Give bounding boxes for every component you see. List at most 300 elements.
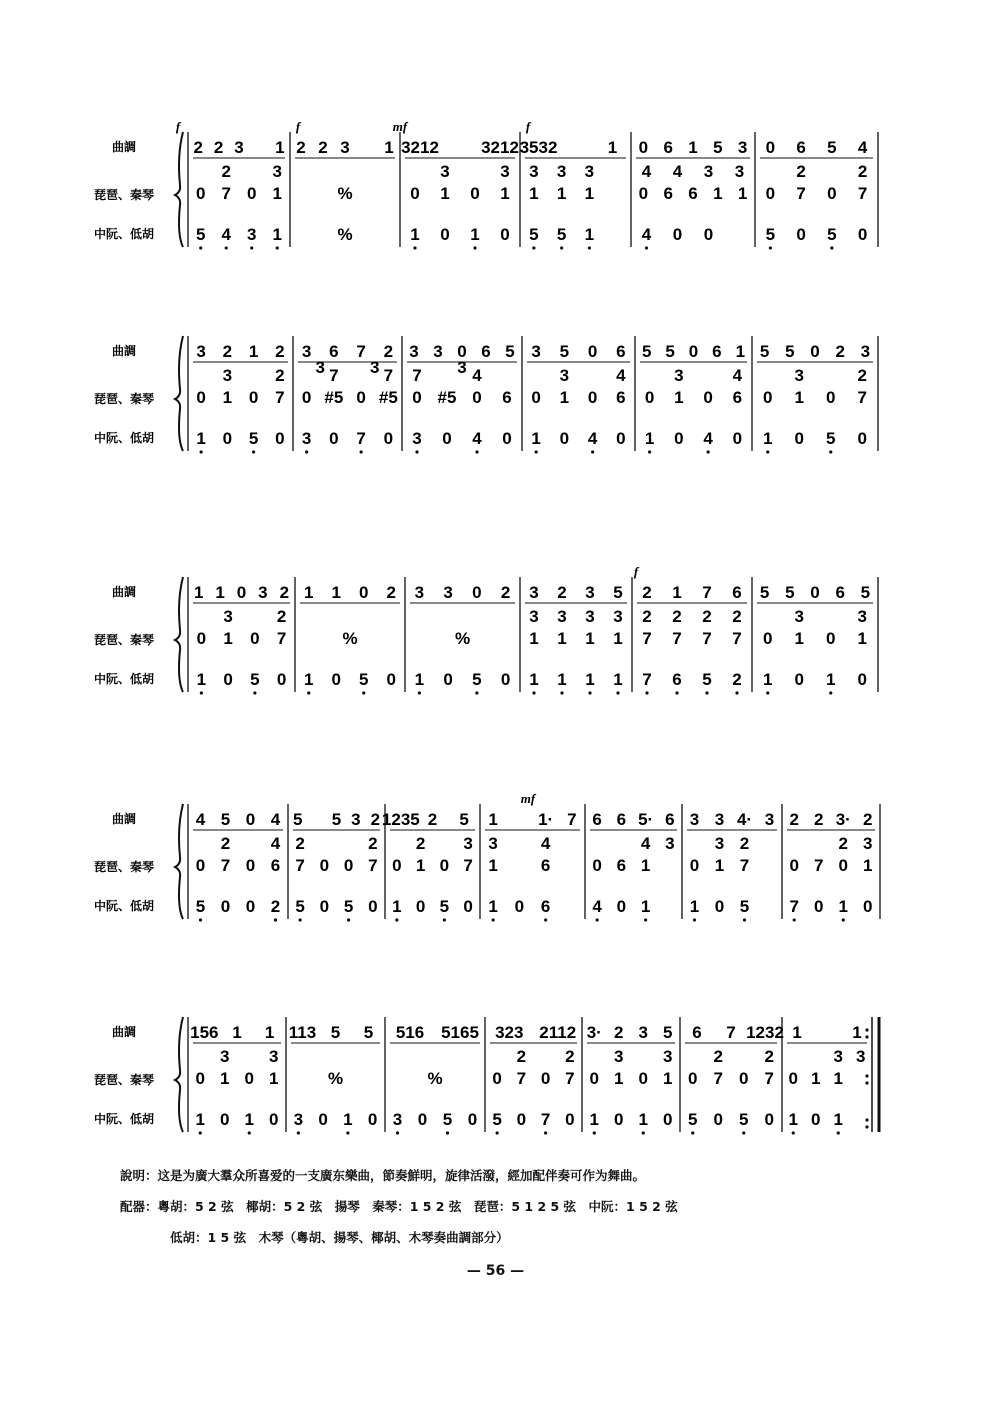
melody-note: 5	[331, 810, 342, 829]
melody-note: 5	[559, 342, 570, 361]
melody-note: 3·	[835, 810, 851, 829]
melody-note: 113	[288, 1023, 317, 1042]
bass-note: 0	[329, 429, 339, 448]
repeat-measure-sign: %	[427, 1069, 443, 1088]
melody-note: 2	[427, 810, 438, 829]
pipa-note-upper: 3	[272, 162, 282, 181]
bass-note: 5	[688, 1110, 698, 1129]
octave-dot	[766, 691, 769, 694]
bass-note: 7	[642, 670, 652, 689]
pipa-note: 6	[688, 184, 698, 203]
melody-note: 6	[616, 810, 627, 829]
melody-note: 1	[264, 1023, 275, 1042]
bass-note: 5	[827, 225, 837, 244]
melody-note: 0	[688, 342, 699, 361]
bass-note: 0	[220, 1110, 230, 1129]
bass-note: 0	[415, 897, 426, 916]
melody-note: 3	[409, 342, 419, 361]
melody-note: 1	[607, 138, 618, 157]
bass-note: 0	[674, 429, 684, 448]
bass-note: 0	[796, 225, 806, 244]
bass-note: 1	[343, 1110, 353, 1129]
pipa-note: 7	[565, 1069, 575, 1088]
bass-note: 5	[702, 670, 712, 689]
melody-note: 0	[765, 138, 776, 157]
octave-dot	[616, 691, 619, 694]
octave-dot	[735, 691, 738, 694]
pipa-note: 6	[732, 388, 743, 407]
bass-note: 1	[584, 225, 595, 244]
octave-dot	[199, 918, 202, 921]
melody-note: 2	[557, 583, 567, 602]
repeat-measure-sign: %	[327, 1069, 344, 1088]
pipa-note-upper: 3	[220, 1047, 230, 1066]
bass-note: 1	[272, 225, 282, 244]
melody-note: 6	[592, 810, 602, 829]
pipa-part-label: 琵琶、秦琴	[93, 860, 155, 874]
pipa-note-upper: 3	[703, 162, 714, 181]
pipa-note-upper: 3	[863, 834, 873, 853]
pipa-note: 0	[789, 856, 799, 875]
bass-note: 6	[672, 670, 682, 689]
octave-dot	[297, 1131, 300, 1134]
octave-dot	[588, 246, 591, 249]
octave-dot	[225, 246, 228, 249]
pipa-note: 1	[269, 1069, 279, 1088]
bass-note: 1	[640, 897, 651, 916]
bass-note: 5	[359, 670, 369, 689]
pipa-note-upper: 2	[702, 607, 712, 626]
melody-note: 3·	[586, 1023, 602, 1042]
melody-note: 3	[258, 583, 268, 602]
octave-dot	[362, 691, 365, 694]
pipa-note-upper: 3	[559, 366, 570, 385]
bass-note: 4	[472, 429, 482, 448]
bass-note: 0	[368, 897, 378, 916]
pipa-note: 0	[827, 184, 837, 203]
bass-note: 3	[301, 429, 312, 448]
pipa-note: 1	[585, 629, 595, 648]
octave-dot	[837, 1131, 840, 1134]
octave-dot	[742, 1131, 745, 1134]
pipa-note-upper: 3	[529, 162, 539, 181]
bass-note: 5	[196, 225, 206, 244]
melody-note: 3	[638, 1023, 648, 1042]
bass-note: 0	[269, 1110, 279, 1129]
pipa-note-top: 3	[457, 358, 467, 377]
octave-dot	[305, 450, 308, 453]
bass-note: 1	[644, 429, 655, 448]
pipa-note-upper: 3	[463, 834, 473, 853]
dynamic-mark: f	[633, 564, 639, 579]
bass-note: 5	[529, 225, 539, 244]
melody-note: 2	[296, 138, 306, 157]
pipa-note: 7	[796, 184, 806, 203]
bass-note: 0	[443, 670, 453, 689]
pipa-note: 6	[270, 856, 281, 875]
bass-note: 0	[500, 670, 511, 689]
bass-note: 0	[220, 897, 231, 916]
repeat-dot	[865, 1118, 868, 1121]
pipa-note-upper: 4	[672, 162, 683, 181]
bass-note: 1	[763, 429, 773, 448]
melody-note: 4·	[736, 810, 753, 829]
octave-dot	[769, 246, 772, 249]
pipa-note-upper: 3	[613, 607, 623, 626]
pipa-note: 0	[195, 1069, 205, 1088]
pipa-note: 6	[616, 856, 627, 875]
explanation-note: 說明：这是为廣大羣众所喜爱的一支廣东樂曲，節奏鮮明，旋律活潑，經加配伴奏可作为舞曲。	[120, 1168, 646, 1183]
melody-note: 6	[481, 342, 491, 361]
pipa-note-upper: 3	[556, 162, 567, 181]
pipa-note-upper: 2	[764, 1047, 774, 1066]
pipa-note-upper: 7	[383, 366, 394, 385]
pipa-note-upper: 3	[856, 1047, 866, 1066]
pipa-note: 6	[663, 184, 673, 203]
pipa-note: 0	[250, 629, 260, 648]
melody-note: 4	[195, 810, 206, 829]
melody-note: 5	[827, 138, 837, 157]
bass-part-label: 中阮、低胡	[93, 431, 155, 445]
pipa-note-upper: 3	[585, 607, 595, 626]
pipa-note-upper: 2	[739, 834, 750, 853]
octave-dot	[830, 246, 833, 249]
bass-note: 0	[863, 897, 873, 916]
pipa-note: 1	[223, 629, 233, 648]
octave-dot	[644, 918, 647, 921]
bass-note: 1	[557, 670, 567, 689]
octave-dot	[446, 1131, 449, 1134]
melody-note: 5	[759, 583, 770, 602]
melody-part-label: 曲調	[111, 812, 137, 826]
pipa-note: 1	[272, 184, 282, 203]
pipa-note: 1	[794, 629, 804, 648]
bass-note: 0	[463, 897, 473, 916]
melody-note: 3	[737, 138, 748, 157]
octave-dot	[475, 450, 478, 453]
bass-note: 0	[386, 670, 396, 689]
pipa-note-upper: 7	[412, 366, 422, 385]
pipa-note: 0	[540, 1069, 551, 1088]
melody-note: 0	[245, 810, 256, 829]
pipa-note-upper: 2	[857, 162, 868, 181]
melody-note: 1	[215, 583, 225, 602]
pipa-note-upper: 3	[833, 1047, 843, 1066]
bass-note: 0	[383, 429, 394, 448]
octave-dot	[532, 691, 535, 694]
bass-note: 5	[442, 1110, 453, 1129]
pipa-note-upper: 4	[472, 366, 482, 385]
bass-note: 5	[195, 897, 206, 916]
octave-dot	[705, 691, 708, 694]
bass-note: 0	[559, 429, 570, 448]
bass-note: 0	[811, 1110, 821, 1129]
melody-note: 1	[232, 1023, 242, 1042]
melody-note: 3212	[481, 138, 519, 157]
bass-note: 0	[245, 897, 256, 916]
bass-note: 5	[295, 897, 305, 916]
melody-note: 2	[370, 810, 381, 829]
melody-note: 7	[567, 810, 577, 829]
melody-note: 1232	[746, 1023, 784, 1042]
melody-note: 3	[234, 138, 244, 157]
bass-note: 5	[472, 670, 482, 689]
pipa-note: 7	[463, 856, 473, 875]
octave-dot	[591, 450, 594, 453]
bass-note: 1	[689, 897, 700, 916]
melody-note: 5	[785, 342, 795, 361]
melody-note: 6	[665, 810, 675, 829]
melody-note: 2112	[539, 1023, 577, 1042]
melody-note: 3	[443, 583, 453, 602]
melody-note: 5	[363, 1023, 374, 1042]
bass-note: 1	[244, 1110, 254, 1129]
repeat-dot	[865, 1028, 868, 1031]
pipa-note: 1	[663, 1069, 673, 1088]
pipa-part-label: 琵琶、秦琴	[93, 392, 155, 406]
pipa-note: 0	[826, 629, 836, 648]
bass-note: 0	[857, 225, 868, 244]
pipa-note: 1	[613, 629, 623, 648]
pipa-note: 1	[440, 184, 450, 203]
pipa-note: 7	[732, 629, 742, 648]
melody-note: 3	[433, 342, 443, 361]
bass-part-label: 中阮、低胡	[93, 227, 155, 241]
pipa-note: 1	[220, 1069, 230, 1088]
pipa-note: 1	[557, 629, 567, 648]
bass-note: 0	[857, 670, 867, 689]
pipa-note-upper: 3	[584, 162, 595, 181]
pipa-note-upper: 7	[329, 366, 339, 385]
melody-note: 5	[220, 810, 231, 829]
pipa-note: 0	[248, 388, 259, 407]
melody-note: 6	[663, 138, 673, 157]
pipa-note-upper: 4	[540, 834, 551, 853]
pipa-note: 7	[275, 388, 285, 407]
bass-note: 1	[392, 897, 402, 916]
pipa-note: 1	[500, 184, 510, 203]
octave-dot	[360, 450, 363, 453]
melody-note: 1	[792, 1023, 802, 1042]
pipa-note-upper: 3	[734, 162, 745, 181]
pipa-note-upper: 3	[714, 834, 725, 853]
melody-note: 1	[735, 342, 746, 361]
bass-note: 1	[826, 670, 836, 689]
repeat-dot	[865, 1074, 868, 1077]
pipa-note: 1	[811, 1069, 821, 1088]
repeat-dot	[865, 1125, 868, 1128]
pipa-note: 1	[857, 629, 867, 648]
octave-dot	[492, 918, 495, 921]
pipa-note: 1	[863, 856, 873, 875]
melody-note: 3212	[401, 138, 439, 157]
pipa-note: 0	[439, 856, 450, 875]
pipa-note-upper: 2	[295, 834, 305, 853]
bass-note: 4	[641, 225, 652, 244]
pipa-note: 0	[244, 1069, 254, 1088]
pipa-note: #5	[378, 388, 398, 407]
pipa-note-upper: 3	[665, 834, 675, 853]
pipa-note-upper: 4	[640, 834, 651, 853]
pipa-note-upper: 2	[796, 162, 806, 181]
pipa-note: 1	[488, 856, 498, 875]
octave-dot	[645, 246, 648, 249]
melody-note: 0	[457, 342, 467, 361]
pipa-note-upper: 4	[732, 366, 743, 385]
bass-note: 1	[613, 670, 623, 689]
pipa-note: 0	[763, 388, 773, 407]
octave-dot	[418, 691, 421, 694]
pipa-note-top: 3	[370, 358, 380, 377]
bass-note: 7	[789, 897, 799, 916]
pipa-note: 0	[592, 856, 602, 875]
pipa-note: 1	[794, 388, 804, 407]
melody-note: 3	[689, 810, 700, 829]
melody-part-label: 曲調	[111, 1025, 137, 1039]
pipa-note-upper: 3	[488, 834, 498, 853]
octave-dot	[560, 691, 563, 694]
bass-note: 5	[826, 429, 836, 448]
bass-note: 0	[764, 1110, 774, 1129]
bass-note: 0	[331, 670, 341, 689]
pipa-note-upper: 3	[663, 1047, 673, 1066]
pipa-note: 7	[368, 856, 378, 875]
melody-part-label: 曲調	[111, 344, 137, 358]
bass-part-label: 中阮、低胡	[93, 672, 155, 686]
pipa-note: 0	[410, 184, 420, 203]
octave-dot	[544, 918, 547, 921]
octave-dot	[829, 450, 832, 453]
pipa-note: 0	[838, 856, 848, 875]
bass-note: 1	[470, 225, 480, 244]
pipa-note: 1	[614, 1069, 624, 1088]
melody-note: 5	[505, 342, 515, 361]
pipa-note-upper: 2	[221, 162, 231, 181]
melody-note: 2	[383, 342, 394, 361]
melody-note: 3	[351, 810, 361, 829]
melody-note: 1·	[538, 810, 554, 829]
octave-dot	[596, 918, 599, 921]
bass-note: 1	[788, 1110, 798, 1129]
page-number: — 56 —	[466, 1263, 525, 1279]
melody-note: 1	[384, 138, 394, 157]
melody-note: 0	[810, 342, 820, 361]
octave-dot	[473, 246, 476, 249]
melody-note: 5165	[441, 1023, 479, 1042]
pipa-note: 1	[529, 629, 539, 648]
melody-note: 6	[835, 583, 845, 602]
pipa-note: 0	[638, 1069, 648, 1088]
pipa-note-upper: 4	[270, 834, 281, 853]
bass-note: 5	[556, 225, 567, 244]
pipa-note-upper: 2	[516, 1047, 527, 1066]
melody-note: 0	[472, 583, 482, 602]
pipa-note: 0	[826, 388, 836, 407]
bass-note: 0	[663, 1110, 673, 1129]
melody-note: 3	[714, 810, 725, 829]
melody-note: 156	[190, 1023, 219, 1042]
octave-dot	[535, 450, 538, 453]
melody-note: 3	[196, 342, 206, 361]
bass-note: 5	[739, 1110, 749, 1129]
dynamic-mark: f	[525, 119, 531, 134]
octave-dot	[475, 691, 478, 694]
pipa-note: 7	[713, 1069, 723, 1088]
melody-note: 1	[248, 342, 259, 361]
bass-note: 0	[616, 897, 627, 916]
octave-dot	[276, 246, 279, 249]
bass-note: 2	[270, 897, 281, 916]
bass-note: 3	[412, 429, 422, 448]
repeat-dot	[865, 1035, 868, 1038]
pipa-note: 6	[540, 856, 551, 875]
bass-note: 3	[293, 1110, 304, 1129]
bass-note: 0	[565, 1110, 575, 1129]
bass-note: 0	[467, 1110, 478, 1129]
melody-note: 2	[386, 583, 396, 602]
octave-dot	[532, 246, 535, 249]
melody-note: 2	[863, 810, 873, 829]
pipa-note: 0	[531, 388, 541, 407]
bass-note: 0	[514, 897, 525, 916]
octave-dot	[544, 1131, 547, 1134]
octave-dot	[793, 918, 796, 921]
dynamic-mark: mf	[520, 791, 536, 806]
octave-dot	[200, 691, 203, 694]
pipa-note: 1	[674, 388, 684, 407]
bass-note: 1	[838, 897, 848, 916]
melody-note: 1	[331, 583, 341, 602]
bass-note: 0	[794, 670, 804, 689]
pipa-note-upper: 3	[223, 607, 233, 626]
pipa-note-upper: 3	[440, 162, 450, 181]
melody-note: 6	[732, 583, 742, 602]
melody-note: 5	[713, 138, 723, 157]
pipa-note-upper: 2	[565, 1047, 575, 1066]
octave-dot	[248, 1131, 251, 1134]
octave-dot	[415, 450, 418, 453]
pipa-note: 1	[415, 856, 426, 875]
bass-note: 0	[614, 1110, 624, 1129]
bass-note: 5	[343, 897, 354, 916]
pipa-note-upper: 2	[732, 607, 742, 626]
melody-note: 2	[222, 342, 233, 361]
pipa-note: 0	[472, 388, 482, 407]
repeat-measure-sign: %	[337, 225, 353, 244]
melody-note: 5	[613, 583, 623, 602]
bass-note: 0	[319, 897, 330, 916]
octave-dot	[842, 918, 845, 921]
melody-note: 2	[814, 810, 824, 829]
melody-note: 2	[789, 810, 799, 829]
bass-part-label: 中阮、低胡	[93, 899, 155, 913]
pipa-note: 0	[638, 184, 649, 203]
octave-dot	[252, 450, 255, 453]
bass-note: 1	[196, 670, 207, 689]
pipa-note-upper: 2	[672, 607, 682, 626]
pipa-note-upper: 2	[276, 607, 287, 626]
octave-dot	[199, 246, 202, 249]
melody-note: 5	[292, 810, 303, 829]
octave-dot	[588, 691, 591, 694]
bass-note: 7	[356, 429, 366, 448]
melody-note: 0	[236, 583, 247, 602]
melody-note: 0	[587, 342, 598, 361]
melody-note: 3	[860, 342, 871, 361]
pipa-note: 0	[245, 856, 256, 875]
bass-note: 1	[195, 1110, 205, 1129]
melody-note: 1	[852, 1023, 862, 1042]
